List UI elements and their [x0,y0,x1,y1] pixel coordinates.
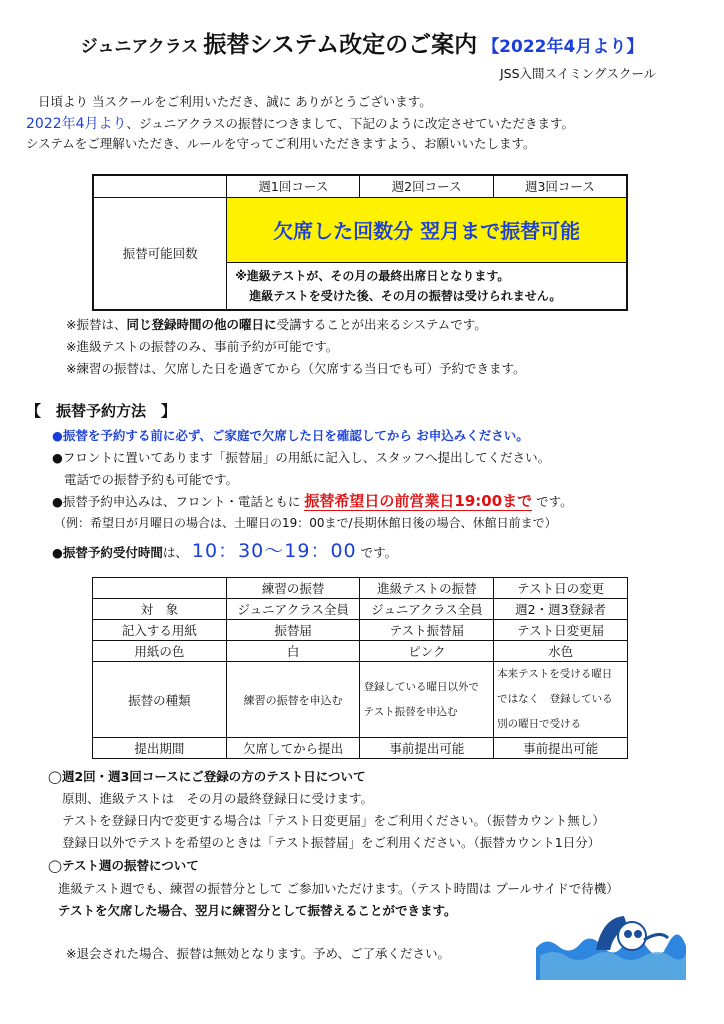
test-day-line3: 登録日以外でテストを希望のときは「テスト振替届」をご利用ください。（振替カウント1日分） [62,835,601,850]
method-example: （例：希望日が月曜日の場合は、土曜日の19：00まで/長期休館日後の場合、休館日前まで） [54,516,557,530]
frequency-table [92,174,628,311]
method-bullet-1: ●振替を予約する前に必ず、ご家庭で欠席した日を確認してから お申込みください。 [52,428,529,443]
table1-row-label: 振替可能回数 [93,197,227,310]
table2-cell: テスト振替届 [360,620,494,641]
table2-cell: 事前提出可能 [494,738,628,759]
table1-header: 週3回コース [493,175,627,197]
title-prefix: ジュニアクラス [80,37,199,57]
intro-line3: システムをご理解いただき、ルールを守ってご利用いただきますよう、お願いいたします。 [26,136,536,151]
note-line2: 進級テストを受けた後、その月の振替は受けられません。 [249,288,562,303]
table2-header: 練習の振替 [226,578,360,599]
note-1-post: 受講することが出来るシステムです。 [276,317,487,332]
highlight-banner: 欠席した回数分 翌月まで振替可能 [227,197,627,262]
type-line: 本来テストを受ける曜日 [497,668,613,680]
note-1-bold: 同じ登録時間の他の曜日に [126,317,277,332]
table2-header: 進級テストの振替 [360,578,494,599]
table2-cell: ジュニアクラス全員 [226,599,360,620]
table2-cell: テスト日変更届 [494,620,628,641]
test-day-line2: テストを登録日内で変更する場合は「テスト日変更届」をご利用ください。（振替カウント無し） [62,813,605,828]
test-day-heading: ◯週2回・週3回コースにご登録の方のテスト日について [48,769,366,784]
intro-line2-rest: 、ジュニアクラスの振替につきまして、下記のように改定させていただきます。 [126,116,575,131]
note-1-pre: ※振替は、 [66,317,127,332]
type-line: 登録している曜日以外で [363,680,479,693]
note-2: ※進級テストの振替のみ、事前予約が可能です。 [66,339,339,354]
table2-cell: 練習の振替を申込む [226,662,360,738]
bullet-3-pre: ●振替予約申込みは、フロント・電話ともに [52,494,301,509]
page-title: 振替システム改定のご案内 [203,32,478,58]
table2-cell: ピンク [360,641,494,662]
table2-cell [360,662,494,738]
table1-header: 週1回コース [227,175,360,197]
type-line: ではなく 登録している [497,693,613,705]
procedure-table [92,577,628,759]
table2-row-label: 用紙の色 [93,641,227,662]
table2-cell: 欠席してから提出 [226,738,360,759]
table2-cell: 週2・週3登録者 [494,599,628,620]
hours-mid: は、 [162,545,188,560]
test-week-heading: ◯テスト週の振替について [48,858,199,873]
table2-cell [494,662,628,738]
note-1 [66,315,487,333]
intro-date: 2022年4月より [26,116,127,132]
table2-cell: ジュニアクラス全員 [360,599,494,620]
table1-header: 週2回コース [360,175,493,197]
swimmer-mascot-icon [536,910,686,980]
footer-note: ※退会された場合、振替は無効となります。予め、ご了承ください。 [66,946,450,961]
method-bullet-3 [52,490,573,511]
table2-cell: 振替届 [226,620,360,641]
table2-corner [93,578,227,599]
deadline-text: 振替希望日の前営業日19:00まで [304,492,533,510]
date-tag: 【2022年4月より】 [482,37,644,57]
table2-row-label: 対 象 [93,599,227,620]
method-bullet-2-sub: 電話での振替予約も可能です。 [64,472,239,487]
hours-time: 10：30〜19：00 [191,540,357,562]
table1-corner [93,175,227,197]
table2-cell: 白 [226,641,360,662]
hours-post: です。 [360,545,398,560]
table2-row-label: 振替の種類 [93,662,227,738]
method-bullet-2: ●フロントに置いてあります「振替届」の用紙に記入し、スタッフへ提出してください。 [52,450,551,465]
method-heading: 【 振替予約方法 】 [26,402,177,420]
intro-line1: 日頃より 当スクールをご利用いただき、誠に ありがとうございます。 [38,94,432,109]
table1-note [227,262,627,310]
table2-cell: 事前提出可能 [360,738,494,759]
type-line: テスト振替を申込む [363,705,458,718]
table2-row-label: 提出期間 [93,738,227,759]
test-week-line1: 進級テスト週でも、練習の振替分として ご参加いただけます。（テスト時間は プールサイドで待機） [58,881,619,896]
method-bullet-4 [52,536,397,563]
table2-cell: 水色 [494,641,628,662]
test-day-line1: 原則、進級テストは その月の最終登録日に受けます。 [62,791,374,806]
bullet-3-post: です。 [536,494,573,509]
intro-line2 [26,113,574,133]
org-name: JSS入間スイミングスクール [500,66,657,81]
test-week-line2: テストを欠席した場合、翌月に練習分として振替えることができます。 [58,903,457,918]
page-header [0,26,724,59]
table2-header: テスト日の変更 [494,578,628,599]
table2-row-label: 記入する用紙 [93,620,227,641]
note-line1: ※進級テストが、その月の最終出席日となります。 [235,268,510,283]
type-line: 別の曜日で受ける [497,718,582,730]
note-3: ※練習の振替は、欠席した日を過ぎてから（欠席する当日でも可）予約できます。 [66,361,526,376]
hours-label: ●振替予約受付時間 [52,545,163,560]
